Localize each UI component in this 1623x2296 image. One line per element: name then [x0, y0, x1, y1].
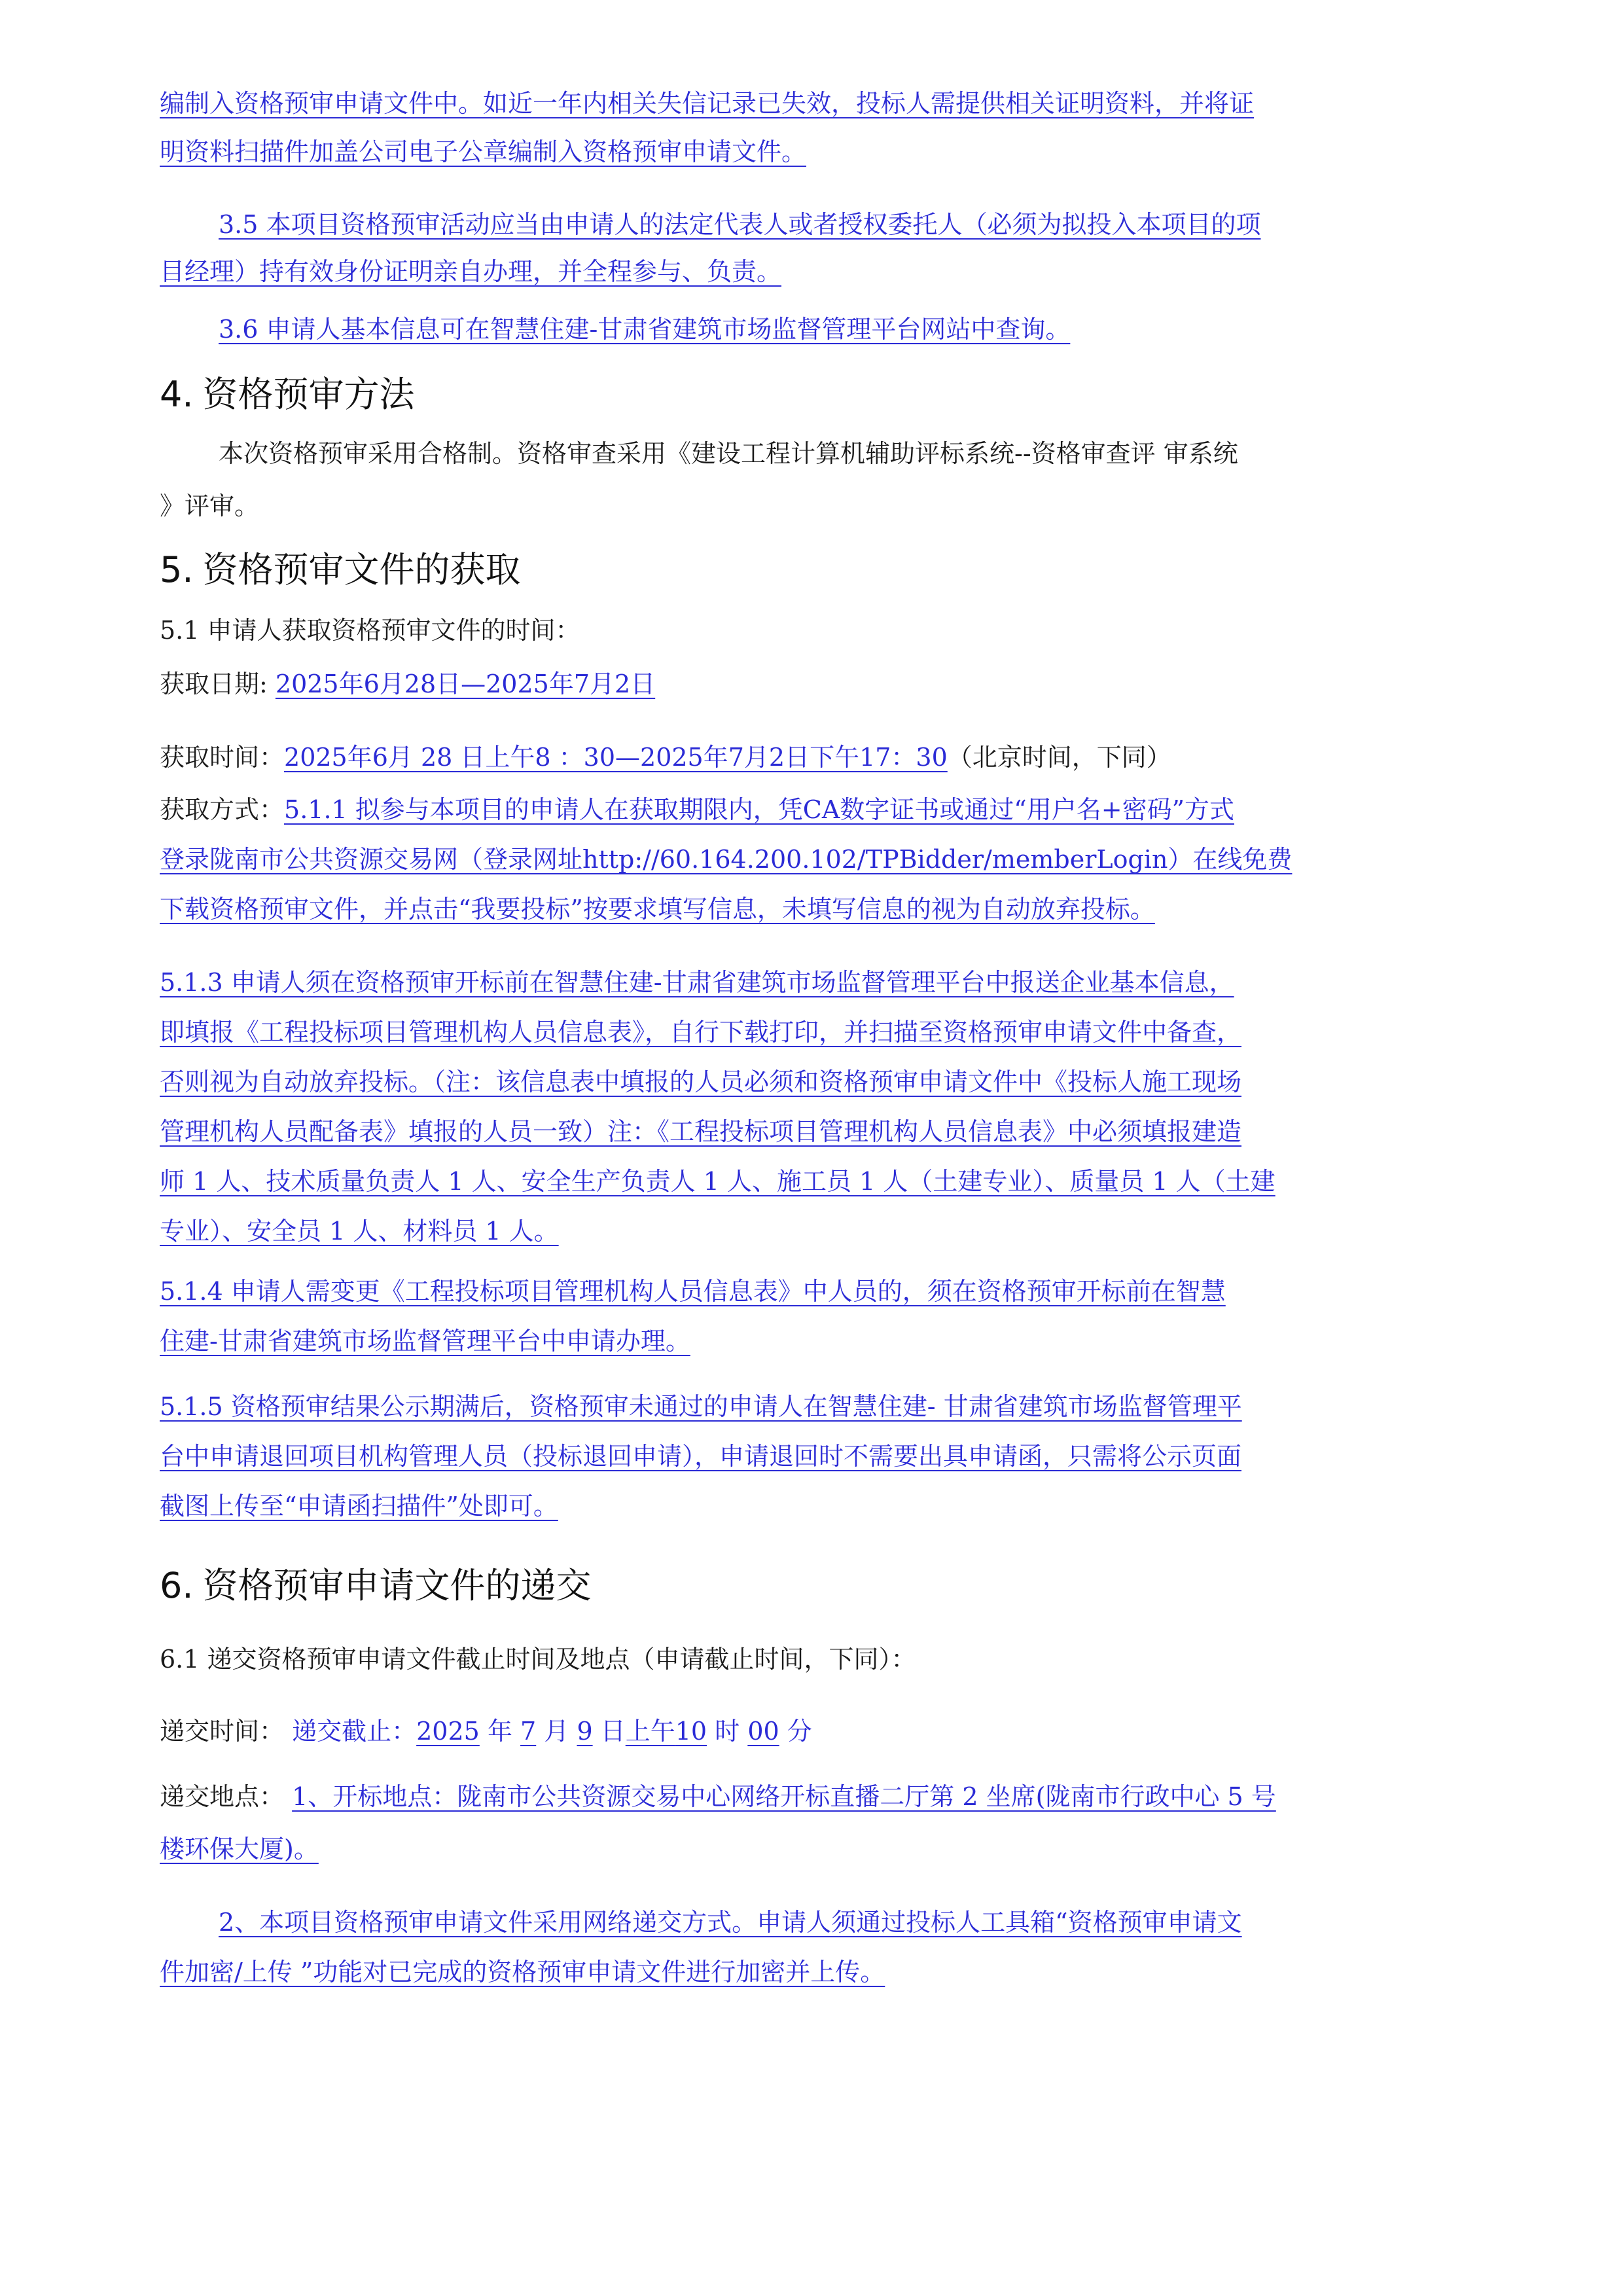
- paragraph-line: 登录陇南市公共资源交易网（登录网址http://60.164.200.102/TPBidder/memberLogin）在线免费: [160, 845, 1293, 874]
- deadline-minute: 00: [747, 1717, 779, 1746]
- paragraph-line: 楼环保大厦)。: [160, 1835, 319, 1863]
- unit-label: 日: [600, 1717, 626, 1746]
- deadline-year: 2025: [416, 1717, 480, 1746]
- paragraph-line: 5.1.4 申请人需变更《工程投标项目管理机构人员信息表》中人员的，须在资格预审开标前在智慧: [160, 1277, 1226, 1306]
- deadline-day: 9: [577, 1717, 593, 1746]
- paragraph-line: 目经理）持有效身份证明亲自办理，并全程参与、负责。: [160, 257, 782, 286]
- section-heading: [160, 1563, 592, 1609]
- paragraph-line: 下载资格预审文件，并点击“我要投标”按要求填写信息，未填写信息的视为自动放弃投标。: [160, 895, 1155, 924]
- field-label: 递交地点：: [160, 1782, 285, 1811]
- field-label: 获取日期:: [160, 670, 276, 698]
- acquire-time-value: 2025年6月 28 日上午8 ：30—2025年7月2日下午17：30: [284, 743, 948, 772]
- paragraph-line: 3.6 申请人基本信息可在智慧住建-甘肃省建筑市场监督管理平台网站中查询。: [219, 315, 1071, 344]
- paragraph-line: 管理机构人员配备表》填报的人员一致）注：《工程投标项目管理机构人员信息表》中必须填报建造: [160, 1117, 1242, 1146]
- paragraph-line: 即填报《工程投标项目管理机构人员信息表》，自行下载打印，并扫描至资格预审申请文件中备查，: [160, 1018, 1242, 1047]
- submit-place-row: [160, 1780, 1276, 1813]
- deadline-month: 7: [520, 1717, 537, 1746]
- field-label: 获取时间：: [160, 743, 285, 772]
- paragraph-line: 专业）、安全员 1 人、材料员 1 人。: [160, 1217, 559, 1246]
- acquire-date-row: [160, 668, 655, 700]
- acquire-date-value: 2025年6月28日—2025年7月2日: [275, 670, 656, 698]
- section-title: 资格预审申请文件的递交: [202, 1565, 592, 1606]
- time-note: （北京时间，下同）: [947, 743, 1171, 772]
- deadline-ampm: 上午: [625, 1717, 675, 1746]
- acquire-time-row: [160, 741, 1171, 774]
- section-heading: [160, 372, 415, 418]
- section-number: 4.: [160, 374, 194, 415]
- paragraph-line: 截图上传至“申请函扫描件”处即可。: [160, 1492, 558, 1520]
- paragraph-line: 5.1.5 资格预审结果公示期满后，资格预审未通过的申请人在智慧住建- 甘肃省建筑市场监督管理平: [160, 1392, 1242, 1421]
- section-title: 资格预审文件的获取: [202, 549, 521, 590]
- deadline-hour: 10: [675, 1717, 707, 1746]
- paragraph-line: 6.1 递交资格预审申请文件截止时间及地点（申请截止时间，下同）：: [160, 1645, 916, 1674]
- paragraph-line: 3.5 本项目资格预审活动应当由申请人的法定代表人或者授权委托人（必须为拟投入本项目的项: [219, 210, 1261, 239]
- unit-label: 月: [544, 1717, 569, 1746]
- paragraph-line: 师 1 人、技术质量负责人 1 人、安全生产负责人 1 人、施工员 1 人（土建专业）、质量员 1 人（土建: [160, 1167, 1275, 1196]
- field-label: 获取方式：: [160, 795, 285, 824]
- acquire-method-row: [160, 793, 1234, 826]
- paragraph-line: 5.1.1 拟参与本项目的申请人在获取期限内，凭CA数字证书或通过“用户名+密码”方式: [284, 795, 1234, 824]
- deadline-prefix: 递交截止：: [292, 1717, 417, 1746]
- section-number: 6.: [160, 1565, 194, 1606]
- paragraph-line: 否则视为自动放弃投标。（注：该信息表中填报的人员必须和资格预审申请文件中《投标人施工现场: [160, 1067, 1242, 1096]
- paragraph-line: 》评审。: [160, 492, 260, 520]
- paragraph-line: 本次资格预审采用合格制。资格审查采用《建设工程计算机辅助评标系统--资格审查评 审系统: [219, 439, 1238, 468]
- section-number: 5.: [160, 549, 194, 590]
- unit-label: 时: [715, 1717, 740, 1746]
- paragraph-line: 台中申请退回项目机构管理人员（投标退回申请），申请退回时不需要出具申请函，只需将公示页面: [160, 1442, 1242, 1471]
- unit-label: 分: [787, 1717, 812, 1746]
- paragraph-line: 5.1 申请人获取资格预审文件的时间：: [160, 616, 580, 645]
- section-title: 资格预审方法: [202, 374, 415, 415]
- field-label: 递交时间：: [160, 1717, 285, 1746]
- paragraph-line: 住建-甘肃省建筑市场监督管理平台中申请办理。: [160, 1327, 690, 1355]
- paragraph-line: 5.1.3 申请人须在资格预审开标前在智慧住建-甘肃省建筑市场监督管理平台中报送企业基本信息，: [160, 968, 1234, 997]
- section-heading: [160, 547, 521, 593]
- paragraph-line: 编制入资格预审申请文件中。如近一年内相关失信记录已失效，投标人需提供相关证明资料，并将证: [160, 89, 1255, 118]
- paragraph-line: 明资料扫描件加盖公司电子公章编制入资格预审申请文件。: [160, 137, 807, 166]
- paragraph-line: 件加密/上传 ”功能对已完成的资格预审申请文件进行加密并上传。: [160, 1958, 885, 1986]
- paragraph-line: 2、本项目资格预审申请文件采用网络递交方式。申请人须通过投标人工具箱“资格预审申请文: [219, 1908, 1242, 1937]
- unit-label: 年: [487, 1717, 512, 1746]
- submit-time-row: [160, 1715, 812, 1748]
- paragraph-line: 1、开标地点：陇南市公共资源交易中心网络开标直播二厅第 2 坐席(陇南市行政中心 5 号: [292, 1782, 1276, 1811]
